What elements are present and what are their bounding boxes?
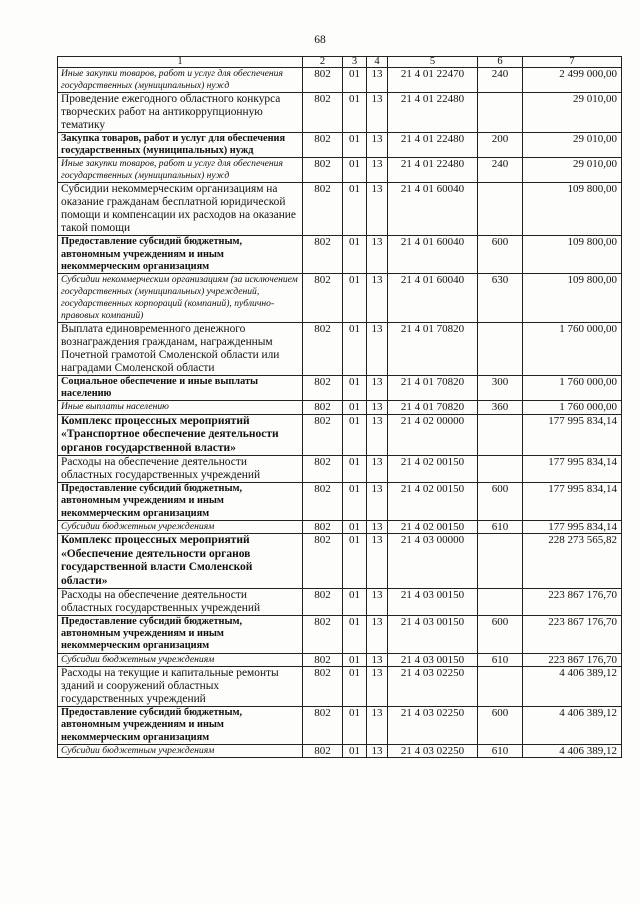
amount-cell: 109 800,00 (523, 236, 622, 274)
section-code-cell: 01 (343, 401, 367, 415)
target-article-cell: 21 4 03 00150 (388, 653, 478, 667)
amount-cell: 29 010,00 (523, 93, 622, 133)
section-code-cell: 01 (343, 707, 367, 745)
section-code-cell: 01 (343, 589, 367, 616)
target-article-cell: 21 4 02 00000 (388, 415, 478, 456)
admin-code-cell: 802 (303, 133, 343, 158)
target-article-cell: 21 4 03 00000 (388, 534, 478, 589)
row-name-cell: Субсидии бюджетным учреждениям (58, 744, 303, 758)
subsection-code-cell: 13 (367, 744, 388, 758)
target-article-cell: 21 4 02 00150 (388, 520, 478, 534)
expense-type-cell: 300 (478, 376, 523, 401)
table-row (58, 483, 622, 521)
table-body (58, 68, 622, 758)
amount-cell: 1 760 000,00 (523, 401, 622, 415)
subsection-code-cell: 13 (367, 274, 388, 323)
row-name-cell: Субсидии бюджетным учреждениям (58, 653, 303, 667)
amount-cell: 228 273 565,82 (523, 534, 622, 589)
admin-code-cell: 802 (303, 456, 343, 483)
row-name-cell: Предоставление субсидий бюджетным, автономным учреждениям и иным некоммерческим организациям (58, 236, 303, 274)
expense-type-cell: 600 (478, 616, 523, 654)
table-row (58, 415, 622, 456)
expense-type-cell (478, 456, 523, 483)
amount-cell: 177 995 834,14 (523, 415, 622, 456)
table-row (58, 653, 622, 667)
subsection-code-cell: 13 (367, 456, 388, 483)
admin-code-cell: 802 (303, 158, 343, 183)
row-name-cell: Проведение ежегодного областного конкурса творческих работ на антикоррупционную тематику (58, 93, 303, 133)
section-code-cell: 01 (343, 236, 367, 274)
row-name-cell: Выплата единовременного денежного вознаграждения гражданам, награжденным Почетной грамотой Смоленской области или наградами Смоленской области (58, 323, 303, 376)
subsection-code-cell: 13 (367, 589, 388, 616)
row-name-cell: Иные закупки товаров, работ и услуг для обеспечения государственных (муниципальных) нужд (58, 68, 303, 93)
subsection-code-cell: 13 (367, 93, 388, 133)
amount-cell: 29 010,00 (523, 133, 622, 158)
table-row (58, 323, 622, 376)
target-article-cell: 21 4 01 22480 (388, 93, 478, 133)
header-cell: 3 (343, 57, 367, 68)
amount-cell: 29 010,00 (523, 158, 622, 183)
header-cell: 6 (478, 57, 523, 68)
row-name-cell: Предоставление субсидий бюджетным, автономным учреждениям и иным некоммерческим организациям (58, 616, 303, 654)
row-name-cell: Расходы на обеспечение деятельности областных государственных учреждений (58, 456, 303, 483)
section-code-cell: 01 (343, 93, 367, 133)
admin-code-cell: 802 (303, 653, 343, 667)
subsection-code-cell: 13 (367, 376, 388, 401)
row-name-cell: Предоставление субсидий бюджетным, автономным учреждениям и иным некоммерческим организациям (58, 707, 303, 745)
table-row (58, 93, 622, 133)
header-cell: 5 (388, 57, 478, 68)
table-row (58, 183, 622, 236)
amount-cell: 2 499 000,00 (523, 68, 622, 93)
table-row (58, 534, 622, 589)
table-row (58, 744, 622, 758)
expense-type-cell: 600 (478, 236, 523, 274)
target-article-cell: 21 4 03 02250 (388, 707, 478, 745)
section-code-cell: 01 (343, 183, 367, 236)
section-code-cell: 01 (343, 744, 367, 758)
table-row (58, 667, 622, 707)
admin-code-cell: 802 (303, 401, 343, 415)
row-name-cell: Предоставление субсидий бюджетным, автономным учреждениям и иным некоммерческим организациям (58, 483, 303, 521)
subsection-code-cell: 13 (367, 653, 388, 667)
amount-cell: 223 867 176,70 (523, 589, 622, 616)
row-name-cell: Расходы на обеспечение деятельности областных государственных учреждений (58, 589, 303, 616)
expense-type-cell (478, 323, 523, 376)
target-article-cell: 21 4 01 60040 (388, 274, 478, 323)
expense-type-cell (478, 534, 523, 589)
table-row (58, 589, 622, 616)
admin-code-cell: 802 (303, 415, 343, 456)
admin-code-cell: 802 (303, 183, 343, 236)
amount-cell: 1 760 000,00 (523, 323, 622, 376)
target-article-cell: 21 4 01 22480 (388, 133, 478, 158)
table-row (58, 236, 622, 274)
admin-code-cell: 802 (303, 744, 343, 758)
expense-type-cell: 630 (478, 274, 523, 323)
amount-cell: 177 995 834,14 (523, 483, 622, 521)
subsection-code-cell: 13 (367, 133, 388, 158)
section-code-cell: 01 (343, 415, 367, 456)
target-article-cell: 21 4 01 22470 (388, 68, 478, 93)
table-row (58, 274, 622, 323)
subsection-code-cell: 13 (367, 483, 388, 521)
expense-type-cell: 200 (478, 133, 523, 158)
header-cell: 1 (58, 57, 303, 68)
expense-type-cell: 240 (478, 158, 523, 183)
budget-table (57, 56, 622, 758)
row-name-cell: Расходы на текущие и капитальные ремонты зданий и сооружений областных государственных учреждений (58, 667, 303, 707)
expense-type-cell (478, 415, 523, 456)
section-code-cell: 01 (343, 520, 367, 534)
admin-code-cell: 802 (303, 323, 343, 376)
row-name-cell: Иные выплаты населению (58, 401, 303, 415)
subsection-code-cell: 13 (367, 323, 388, 376)
subsection-code-cell: 13 (367, 707, 388, 745)
section-code-cell: 01 (343, 534, 367, 589)
admin-code-cell: 802 (303, 589, 343, 616)
target-article-cell: 21 4 03 00150 (388, 616, 478, 654)
amount-cell: 4 406 389,12 (523, 744, 622, 758)
target-article-cell: 21 4 01 60040 (388, 183, 478, 236)
expense-type-cell: 610 (478, 653, 523, 667)
admin-code-cell: 802 (303, 376, 343, 401)
section-code-cell: 01 (343, 616, 367, 654)
admin-code-cell: 802 (303, 534, 343, 589)
expense-type-cell: 610 (478, 520, 523, 534)
row-name-cell: Социальное обеспечение и иные выплаты населению (58, 376, 303, 401)
section-code-cell: 01 (343, 653, 367, 667)
expense-type-cell: 600 (478, 707, 523, 745)
page-number: 68 (314, 34, 326, 46)
section-code-cell: 01 (343, 274, 367, 323)
expense-type-cell: 360 (478, 401, 523, 415)
expense-type-cell: 240 (478, 68, 523, 93)
section-code-cell: 01 (343, 323, 367, 376)
table-row (58, 158, 622, 183)
amount-cell: 109 800,00 (523, 274, 622, 323)
subsection-code-cell: 13 (367, 401, 388, 415)
admin-code-cell: 802 (303, 707, 343, 745)
section-code-cell: 01 (343, 133, 367, 158)
amount-cell: 1 760 000,00 (523, 376, 622, 401)
row-name-cell: Комплекс процессных мероприятий «Транспортное обеспечение деятельности органов государственной власти» (58, 415, 303, 456)
admin-code-cell: 802 (303, 236, 343, 274)
table-row (58, 133, 622, 158)
table-row (58, 68, 622, 93)
table-row (58, 456, 622, 483)
expense-type-cell: 600 (478, 483, 523, 521)
row-name-cell: Закупка товаров, работ и услуг для обеспечения государственных (муниципальных) нужд (58, 133, 303, 158)
row-name-cell: Субсидии некоммерческим организациям на оказание гражданам бесплатной юридической помощи и компенсации их расходов на оказание такой помощи (58, 183, 303, 236)
expense-type-cell (478, 589, 523, 616)
expense-type-cell: 610 (478, 744, 523, 758)
subsection-code-cell: 13 (367, 616, 388, 654)
section-code-cell: 01 (343, 667, 367, 707)
admin-code-cell: 802 (303, 616, 343, 654)
subsection-code-cell: 13 (367, 520, 388, 534)
section-code-cell: 01 (343, 68, 367, 93)
subsection-code-cell: 13 (367, 68, 388, 93)
amount-cell: 4 406 389,12 (523, 707, 622, 745)
amount-cell: 223 867 176,70 (523, 653, 622, 667)
row-name-cell: Субсидии некоммерческим организациям (за исключением государственных (муниципальных) учреждений, государственных корпораций (компаний), публично-правовых компаний) (58, 274, 303, 323)
subsection-code-cell: 13 (367, 158, 388, 183)
target-article-cell: 21 4 03 02250 (388, 667, 478, 707)
admin-code-cell: 802 (303, 93, 343, 133)
section-code-cell: 01 (343, 456, 367, 483)
admin-code-cell: 802 (303, 68, 343, 93)
subsection-code-cell: 13 (367, 534, 388, 589)
admin-code-cell: 802 (303, 520, 343, 534)
section-code-cell: 01 (343, 376, 367, 401)
amount-cell: 177 995 834,14 (523, 456, 622, 483)
expense-type-cell (478, 667, 523, 707)
subsection-code-cell: 13 (367, 236, 388, 274)
target-article-cell: 21 4 02 00150 (388, 456, 478, 483)
expense-type-cell (478, 93, 523, 133)
target-article-cell: 21 4 01 70820 (388, 401, 478, 415)
row-name-cell: Субсидии бюджетным учреждениям (58, 520, 303, 534)
target-article-cell: 21 4 03 02250 (388, 744, 478, 758)
section-code-cell: 01 (343, 483, 367, 521)
table-row (58, 401, 622, 415)
table-row (58, 707, 622, 745)
subsection-code-cell: 13 (367, 183, 388, 236)
subsection-code-cell: 13 (367, 415, 388, 456)
admin-code-cell: 802 (303, 483, 343, 521)
target-article-cell: 21 4 01 70820 (388, 323, 478, 376)
header-cell: 2 (303, 57, 343, 68)
amount-cell: 4 406 389,12 (523, 667, 622, 707)
target-article-cell: 21 4 01 60040 (388, 236, 478, 274)
target-article-cell: 21 4 02 00150 (388, 483, 478, 521)
expense-type-cell (478, 183, 523, 236)
target-article-cell: 21 4 03 00150 (388, 589, 478, 616)
target-article-cell: 21 4 01 70820 (388, 376, 478, 401)
amount-cell: 109 800,00 (523, 183, 622, 236)
row-name-cell: Иные закупки товаров, работ и услуг для обеспечения государственных (муниципальных) нужд (58, 158, 303, 183)
header-cell: 4 (367, 57, 388, 68)
row-name-cell: Комплекс процессных мероприятий «Обеспечение деятельности органов государственной власти Смоленской области» (58, 534, 303, 589)
amount-cell: 177 995 834,14 (523, 520, 622, 534)
header-cell: 7 (523, 57, 622, 68)
admin-code-cell: 802 (303, 667, 343, 707)
table-row (58, 616, 622, 654)
section-code-cell: 01 (343, 158, 367, 183)
table-row (58, 376, 622, 401)
admin-code-cell: 802 (303, 274, 343, 323)
target-article-cell: 21 4 01 22480 (388, 158, 478, 183)
subsection-code-cell: 13 (367, 667, 388, 707)
table-header-row (58, 57, 622, 68)
table-row (58, 520, 622, 534)
amount-cell: 223 867 176,70 (523, 616, 622, 654)
